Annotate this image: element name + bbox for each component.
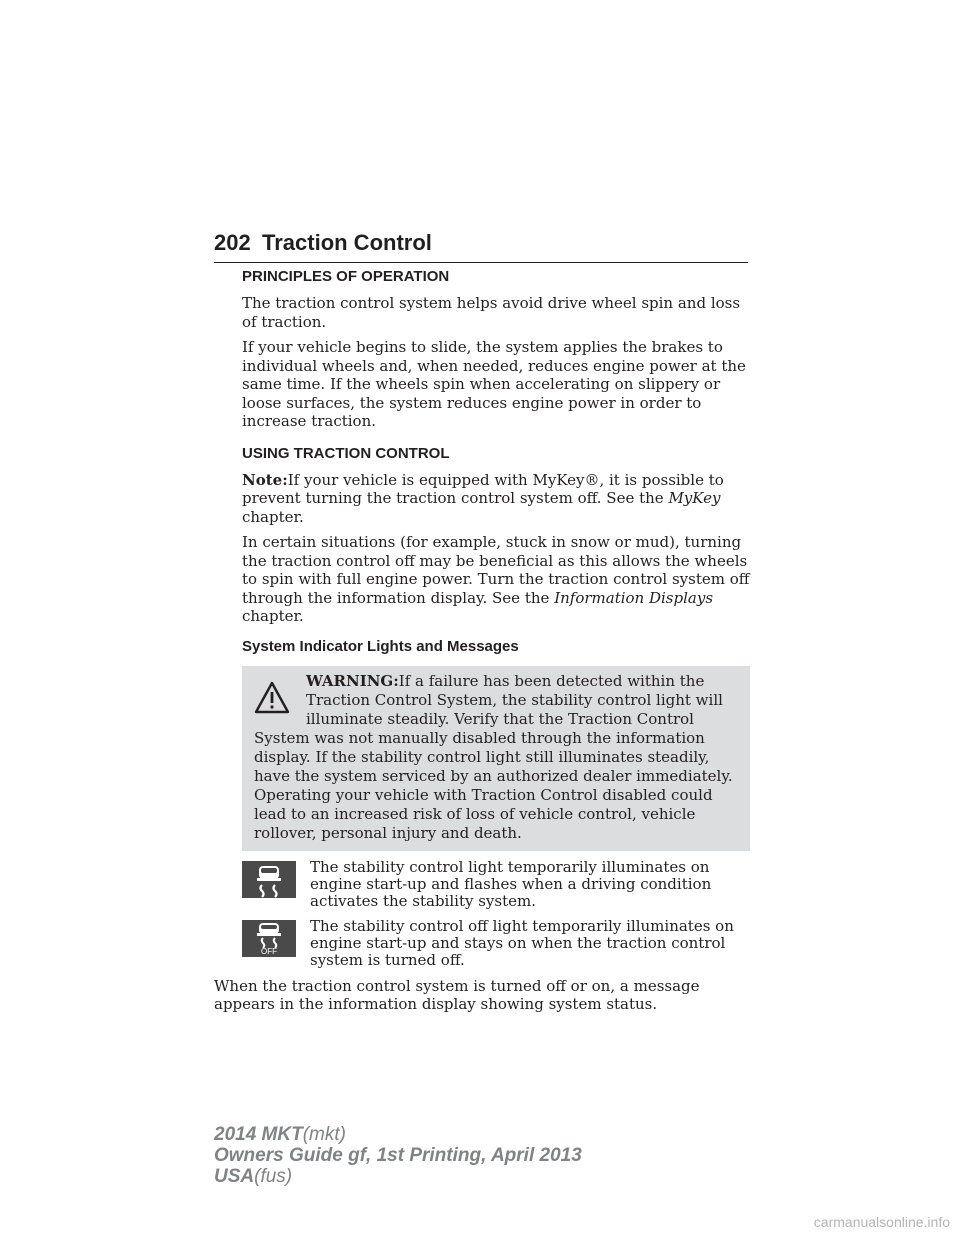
heading-using: USING TRACTION CONTROL xyxy=(242,444,450,462)
indicator-stability-off-light xyxy=(242,918,750,969)
principles-paragraph-2: If your vehicle begins to slide, the system applies the brakes to individual wheels and, when needed, reduces engine power at the same time. If the wheels spin when accelerating on slippery or loose surfaces, the system reduces engine power in order to increase traction. xyxy=(242,338,746,430)
using-paragraph-1 xyxy=(242,533,750,626)
footer-market-code: (fus) xyxy=(254,1166,293,1187)
mykey-reference: MyKey xyxy=(668,489,721,507)
heading-indicators: System Indicator Lights and Messages xyxy=(242,637,519,655)
page-content xyxy=(214,268,750,1021)
heading-principles: PRINCIPLES OF OPERATION xyxy=(242,268,450,285)
footer-line-1 xyxy=(214,1124,582,1145)
watermark: carmanualsonline.info xyxy=(813,1214,950,1230)
page-number: 202 xyxy=(214,230,251,255)
using-tail: chapter. xyxy=(242,607,304,625)
principles-paragraph-1: The traction control system helps avoid drive wheel spin and loss of traction. xyxy=(242,294,741,331)
information-displays-reference: Information Displays xyxy=(554,588,714,607)
note-paragraph xyxy=(242,471,750,527)
stability-light-text: The stability control light temporarily illuminates on engine start-up and flashes when a driving condition activates the stability system. xyxy=(310,857,712,910)
footer-line-2: Owners Guide gf, 1st Printing, April 2013 xyxy=(214,1145,582,1166)
stability-control-icon xyxy=(242,861,296,898)
closing-paragraph: When the traction control system is turned off or on, a message appears in the information display showing system status. xyxy=(214,976,700,1013)
footer-line-3 xyxy=(214,1166,582,1187)
note-tail: chapter. xyxy=(242,507,304,526)
stability-control-off-icon xyxy=(242,920,296,957)
using-text: In certain situations (for example, stuck in snow or mud), turning the traction control off may be beneficial as this allows the wheels to spin with full engine power. Turn the traction control system off through the information display. See the xyxy=(242,533,750,607)
footer-model-code: (mkt) xyxy=(302,1124,346,1145)
warning-box xyxy=(242,666,750,851)
warning-text: If a failure has been detected within the Traction Control System, the stability control light will illuminate steadily. Verify that the Traction Control System was not manually disabled through the information display. If the stability control light still illuminates steadily, have the system serviced by an authorized dealer immediately. Operating your vehicle with Traction Control disabled could lead to an increased risk of loss of vehicle control, vehicle rollover, personal injury and death. xyxy=(254,671,733,842)
footer-market: USA xyxy=(214,1166,255,1187)
page-header xyxy=(214,230,748,263)
note-text: If your vehicle is equipped with MyKey®, it is possible to prevent turning the traction control system off. See the xyxy=(242,470,724,507)
warning-label: WARNING: xyxy=(306,671,399,690)
warning-paragraph xyxy=(254,672,738,843)
note-label: Note: xyxy=(242,470,288,489)
chapter-title: Traction Control xyxy=(262,230,432,255)
footer-model: 2014 MKT xyxy=(214,1124,303,1145)
stability-off-light-text: The stability control off light temporarily illuminates on engine start-up and stays on when the traction control system is turned off. xyxy=(310,916,734,969)
off-label: OFF xyxy=(261,946,277,956)
warning-triangle-icon xyxy=(254,680,290,716)
indicator-stability-light xyxy=(242,859,750,910)
page-footer xyxy=(214,1124,582,1187)
